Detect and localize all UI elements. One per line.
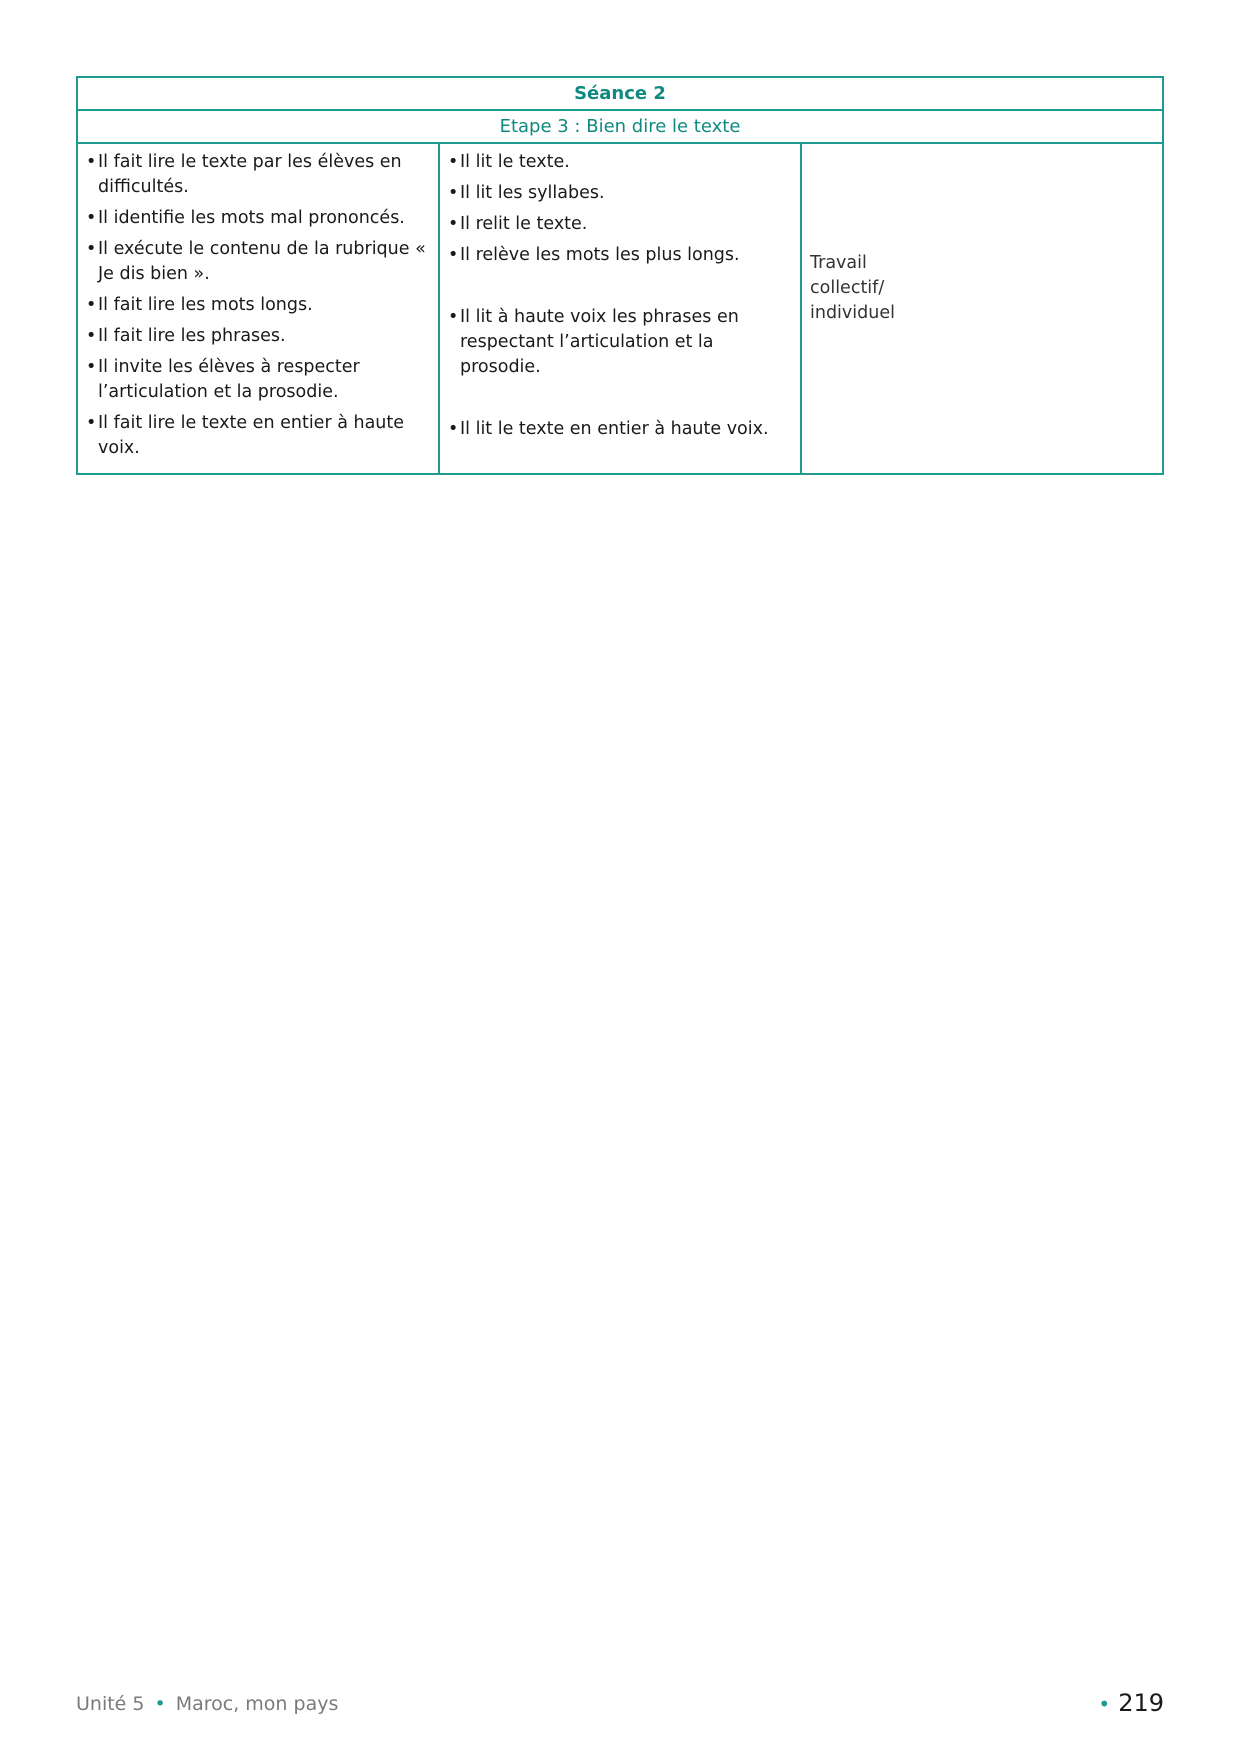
page-number: 219: [1118, 1689, 1164, 1717]
list-item: • Il relit le texte.: [448, 212, 792, 237]
list-item: • Il fait lire les mots longs.: [86, 293, 430, 318]
work-mode-label: Travail collectif/ individuel: [810, 253, 895, 323]
list-item: • Il relève les mots les plus longs.: [448, 243, 792, 268]
list-item: • Il identifie les mots mal prononcés.: [86, 206, 430, 231]
list-item: • Il lit à haute voix les phrases en respectant l’articulation et la prosodie.: [448, 305, 792, 380]
table-step-row: [77, 110, 1163, 143]
teacher-activities-list: [78, 144, 438, 473]
list-item: • Il lit le texte en entier à haute voix.: [448, 417, 792, 442]
table-content-row: [77, 143, 1163, 474]
step-title: Etape 3 : Bien dire le texte: [77, 110, 1163, 143]
pupil-activities-list: [440, 144, 800, 454]
bullet-icon: •: [1098, 1692, 1111, 1716]
footer-unit: [76, 1693, 338, 1715]
unit-title: Maroc, mon pays: [175, 1693, 339, 1715]
list-item: • Il fait lire le texte par les élèves en difficultés.: [86, 150, 430, 200]
list-item: • Il lit le texte.: [448, 150, 792, 175]
bullet-icon: •: [154, 1693, 166, 1715]
unit-label: Unité 5: [76, 1693, 145, 1715]
pupil-activities-cell: [439, 143, 801, 474]
lesson-table: [76, 76, 1164, 475]
list-item: • Il invite les élèves à respecter l’articulation et la prosodie.: [86, 355, 430, 405]
table-title-row: [77, 77, 1163, 110]
session-title: Séance 2: [77, 77, 1163, 110]
list-item: • Il lit les syllabes.: [448, 181, 792, 206]
work-mode-cell: [801, 143, 1163, 474]
footer-page: [1098, 1689, 1164, 1717]
teacher-activities-cell: [77, 143, 439, 474]
list-item: • Il exécute le contenu de la rubrique « Je dis bien ».: [86, 237, 430, 287]
list-item: • Il fait lire les phrases.: [86, 324, 430, 349]
list-item: • Il fait lire le texte en entier à haute voix.: [86, 411, 430, 461]
